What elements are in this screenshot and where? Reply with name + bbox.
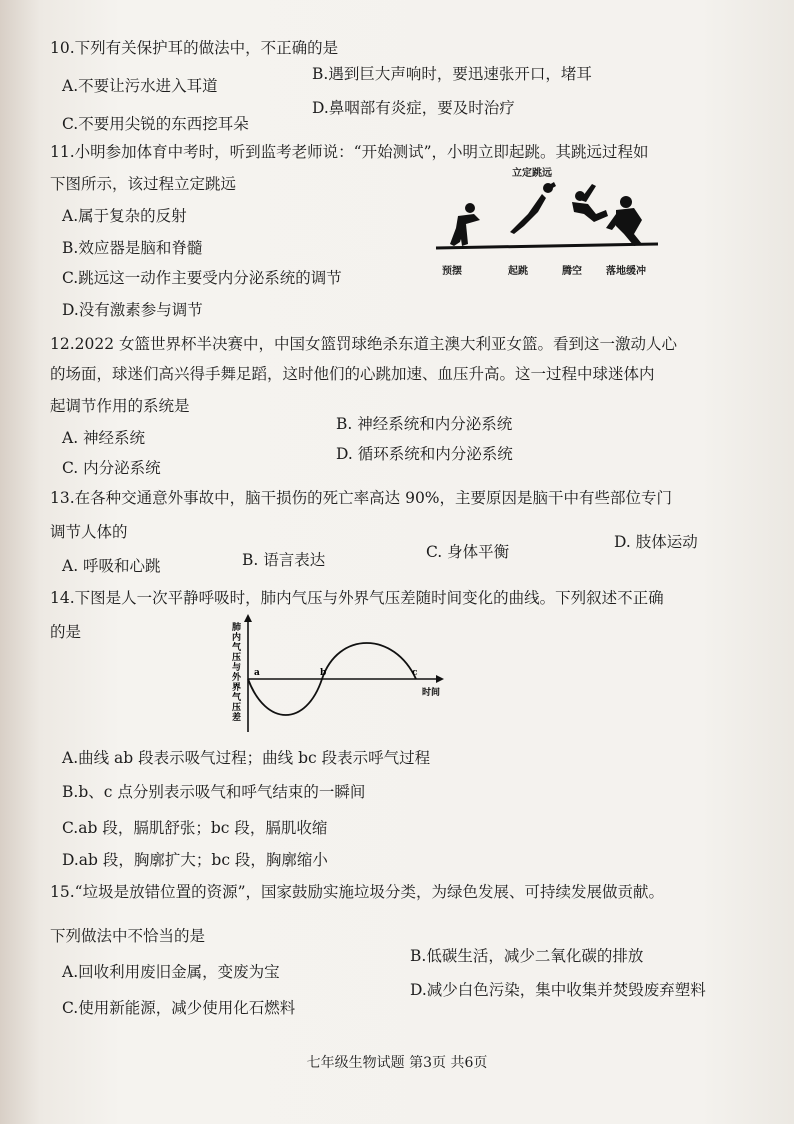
pressure-curve-svg <box>226 612 456 740</box>
q12-option-c: C. 内分泌系统 <box>62 459 161 477</box>
pressure-difference-diagram <box>226 612 456 740</box>
q13-option-c: C. 身体平衡 <box>426 543 510 561</box>
q11-option-c: C.跳远这一动作主要受内分泌系统的调节 <box>62 269 342 287</box>
q10-option-b: B.遇到巨大声响时，要迅速张开口，堵耳 <box>312 65 592 83</box>
point-c-label: c <box>412 668 418 678</box>
q11-stem-1: 11.小明参加体育中考时，听到监考老师说：“开始测试”，小明立即起跳。其跳远过程如 <box>50 143 649 161</box>
q12-stem-2: 的场面，球迷们高兴得手舞足蹈，这时他们的心跳加速、血压升高。这一过程中球迷体内 <box>50 365 655 383</box>
q15-stem-1: 15.“垃圾是放错位置的资源”，国家鼓励实施垃圾分类，为绿色发展、可持续发展做贡献。 <box>50 883 665 901</box>
q13-stem-2: 调节人体的 <box>50 523 128 541</box>
long-jump-label-pre-swing: 预摆 <box>442 266 462 277</box>
x-axis-label: 时间 <box>422 688 441 698</box>
q12-stem-1: 12.2022 女篮世界杯半决赛中，中国女篮罚球绝杀东道主澳大利亚女篮。看到这一激动人心 <box>50 335 678 353</box>
q13-option-a: A. 呼吸和心跳 <box>62 557 161 575</box>
q10-option-c: C.不要用尖锐的东西挖耳朵 <box>62 115 249 133</box>
q13-stem-1: 13.在各种交通意外事故中，脑干损伤的死亡率高达 90%，主要原因是脑干中有些部位专门 <box>50 489 673 507</box>
long-jump-label-landing: 落地缓冲 <box>606 266 646 277</box>
page-footer: 七年级生物试题 第3页 共6页 <box>306 1055 488 1071</box>
y-axis-label-char: 肺 <box>232 623 242 633</box>
long-jump-label-flight: 腾空 <box>562 266 582 277</box>
y-axis-label-char: 与 <box>232 663 242 673</box>
long-jump-figure <box>430 162 662 280</box>
q15-option-c: C.使用新能源，减少使用化石燃料 <box>62 999 296 1017</box>
q13-option-d: D. 肢体运动 <box>614 533 698 551</box>
q15-stem-2: 下列做法中不恰当的是 <box>50 927 206 945</box>
q10-stem: 10.下列有关保护耳的做法中，不正确的是 <box>50 39 339 57</box>
q10-option-d: D.鼻咽部有炎症，要及时治疗 <box>312 99 515 117</box>
q12-option-d: D. 循环系统和内分泌系统 <box>336 445 513 463</box>
q15-option-d: D.减少白色污染，集中收集并焚毁废弃塑料 <box>410 981 706 999</box>
y-axis-label-char: 外 <box>232 673 242 683</box>
q13-option-b: B. 语言表达 <box>242 551 326 569</box>
q14-option-c: C.ab 段，膈肌舒张；bc 段，膈肌收缩 <box>62 819 328 837</box>
long-jump-label-take-off: 起跳 <box>508 266 528 277</box>
q14-option-a: A.曲线 ab 段表示吸气过程；曲线 bc 段表示呼气过程 <box>62 749 431 767</box>
q15-option-a: A.回收利用废旧金属，变废为宝 <box>62 963 280 981</box>
long-jump-figure-title: 立定跳远 <box>512 168 552 179</box>
q11-option-a: A.属于复杂的反射 <box>62 207 187 225</box>
q12-option-a: A. 神经系统 <box>62 429 146 447</box>
q14-stem-1: 14.下图是人一次平静呼吸时，肺内气压与外界气压差随时间变化的曲线。下列叙述不正确 <box>50 589 664 607</box>
q10-option-a: A.不要让污水进入耳道 <box>62 77 218 95</box>
y-axis-label <box>232 621 242 723</box>
q14-option-b: B.b、c 点分别表示吸气和呼气结束的一瞬间 <box>62 783 366 801</box>
q11-stem-2: 下图所示，该过程立定跳远 <box>50 175 237 193</box>
q11-option-b: B.效应器是脑和脊髓 <box>62 239 203 257</box>
q15-option-b: B.低碳生活，减少二氧化碳的排放 <box>410 947 644 965</box>
q14-stem-2: 的是 <box>50 623 82 641</box>
q12-option-b: B. 神经系统和内分泌系统 <box>336 415 513 433</box>
y-axis-label-char: 压 <box>232 703 242 713</box>
q11-option-d: D.没有激素参与调节 <box>62 301 203 319</box>
y-axis-label-char: 内 <box>232 633 242 643</box>
y-axis-label-char: 界 <box>232 683 242 693</box>
point-a-label: a <box>254 668 260 678</box>
y-axis-label-char: 压 <box>232 653 242 663</box>
y-axis-label-char: 气 <box>232 643 242 653</box>
y-axis-label-char: 气 <box>232 693 242 703</box>
y-axis-label-char: 差 <box>232 713 242 723</box>
q12-stem-3: 起调节作用的系统是 <box>50 397 190 415</box>
point-b-label: b <box>320 668 327 678</box>
q14-option-d: D.ab 段，胸廓扩大；bc 段，胸廓缩小 <box>62 851 328 869</box>
